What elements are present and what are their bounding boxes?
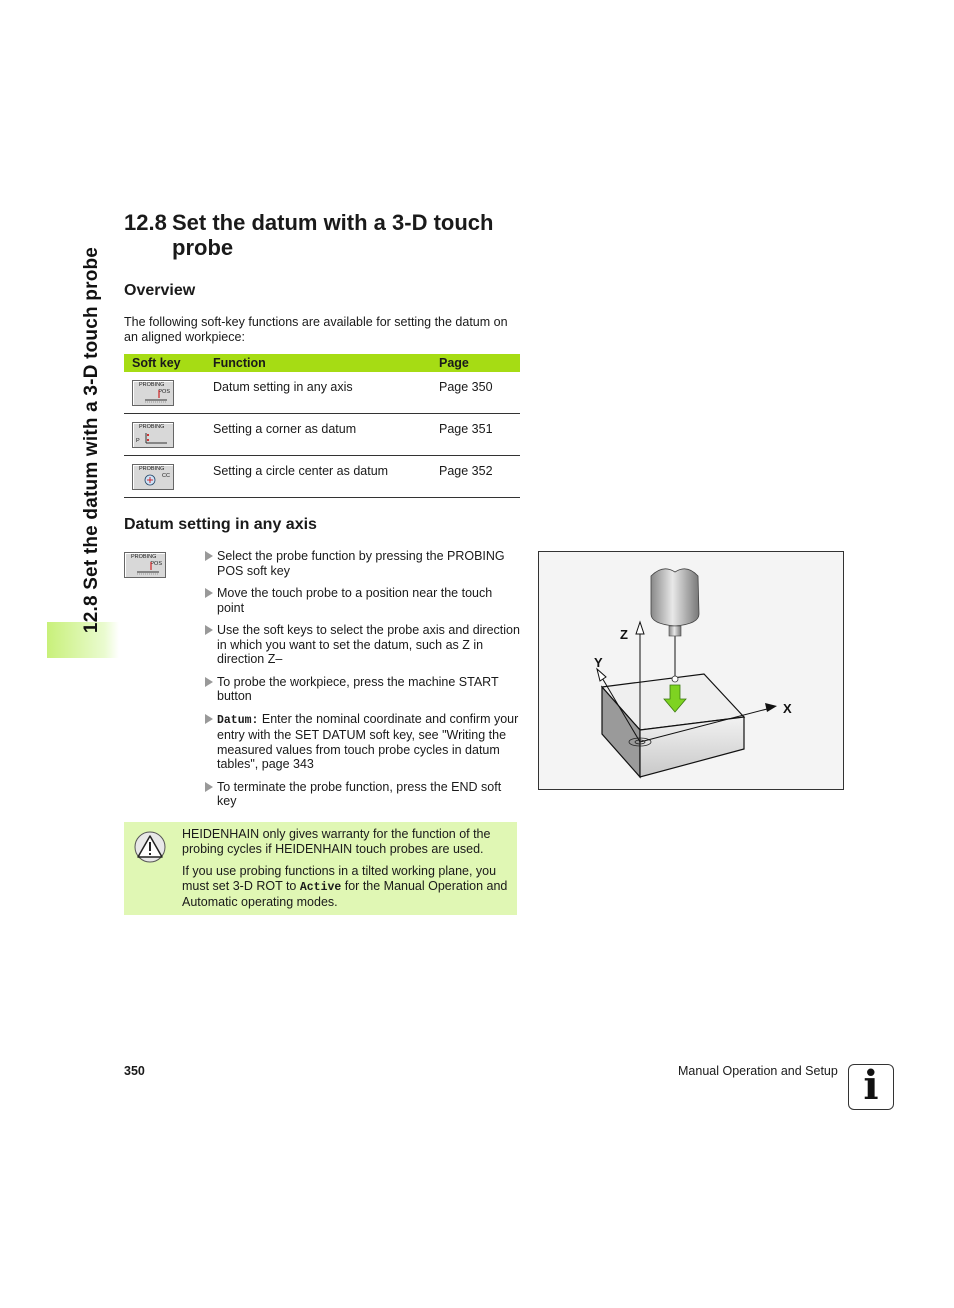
- softkey-label-top: PROBING: [139, 382, 165, 388]
- step-text: To probe the workpiece, press the machine START button: [217, 674, 499, 703]
- softkey-label-top: PROBING: [131, 554, 157, 560]
- bullet-arrow-icon: [205, 677, 213, 687]
- list-item: [205, 623, 521, 667]
- note-paragraph-1: HEIDENHAIN only gives warranty for the function of the probing cycles if HEIDENHAIN touch probes are used.: [182, 827, 491, 856]
- softkey-table: [124, 354, 520, 498]
- page-cell: Page 350: [431, 372, 520, 414]
- softkey-label-top: PROBING: [139, 466, 165, 472]
- list-item: [205, 675, 521, 704]
- step-code: Datum:: [217, 713, 259, 727]
- page-number: 350: [124, 1064, 145, 1078]
- probing-corner-softkey[interactable]: [132, 422, 174, 448]
- chapter-title: Manual Operation and Setup: [678, 1064, 838, 1078]
- softkey-label-bottom: POS: [158, 389, 170, 395]
- softkey-cell: [124, 372, 205, 414]
- probing-pos-softkey-large[interactable]: [124, 552, 166, 578]
- softkey-label-bottom: CC: [162, 473, 170, 479]
- note-code: Active: [299, 880, 342, 894]
- step-text: Select the probe function by pressing the PROBING POS soft key: [217, 549, 505, 578]
- bullet-arrow-icon: [205, 782, 213, 792]
- function-cell: Setting a circle center as datum: [205, 456, 431, 498]
- header-soft-key: Soft key: [124, 354, 205, 372]
- softkey-label-bottom: P: [136, 438, 140, 444]
- table-row: [124, 414, 520, 456]
- warning-icon: [133, 831, 167, 863]
- function-cell: Setting a corner as datum: [205, 414, 431, 456]
- table-row: [124, 456, 520, 498]
- info-icon-glyph: i: [863, 1062, 879, 1109]
- touch-probe-diagram: [539, 552, 843, 789]
- bullet-arrow-icon: [205, 625, 213, 635]
- list-item: [205, 549, 521, 578]
- softkey-label-bottom: POS: [150, 561, 162, 567]
- probe-axis-icon: [133, 381, 173, 405]
- section-number: 12.8: [124, 210, 167, 235]
- step-text: Enter the nominal coordinate and confirm your entry with the SET DATUM soft key, see "Writing the measured values from touch probe cycles in datum tables", page 343: [217, 711, 519, 771]
- step-text: Move the touch probe to a position near the touch point: [217, 586, 493, 615]
- page-title: [124, 210, 493, 260]
- side-tab-text: 12.8 Set the datum with a 3-D touch probe: [81, 246, 102, 634]
- title-line-2: probe: [172, 235, 234, 260]
- step-text: Use the soft keys to select the probe axis and direction in which you want to set the datum, such as Z in direction Z–: [217, 623, 520, 666]
- page-cell: Page 351: [431, 414, 520, 456]
- y-axis-label: Y: [594, 655, 603, 670]
- note-text: for the Manual Operation and Automatic operating modes.: [182, 878, 508, 909]
- overview-intro: The following soft-key functions are available for setting the datum on an aligned workpiece:: [124, 315, 508, 344]
- note-paragraph-2: [182, 864, 512, 910]
- circle-center-icon: [133, 465, 173, 489]
- softkey-label-top: PROBING: [139, 424, 165, 430]
- warning-note: [124, 822, 517, 915]
- list-item: [205, 780, 521, 809]
- list-item: [205, 586, 521, 615]
- bullet-arrow-icon: [205, 714, 213, 724]
- bullet-arrow-icon: [205, 588, 213, 598]
- z-axis-label: Z: [620, 627, 628, 642]
- overview-heading: Overview: [124, 282, 196, 299]
- function-cell: Datum setting in any axis: [205, 372, 431, 414]
- steps-list: [205, 549, 521, 817]
- note-text: If you use probing functions in a tilted working plane, you must set 3-D ROT to: [182, 864, 497, 893]
- x-axis-label: X: [783, 701, 792, 716]
- table-header-row: [124, 354, 520, 372]
- page-cell: Page 352: [431, 456, 520, 498]
- header-function: Function: [205, 354, 431, 372]
- probing-cc-softkey[interactable]: [132, 464, 174, 490]
- datum-section-heading: Datum setting in any axis: [124, 516, 317, 533]
- list-item: [205, 712, 521, 772]
- info-icon: [848, 1064, 894, 1110]
- softkey-cell: [124, 414, 205, 456]
- probe-axis-icon: [125, 553, 165, 577]
- table-row: [124, 372, 520, 414]
- probing-pos-softkey[interactable]: [132, 380, 174, 406]
- step-text: To terminate the probe function, press the END soft key: [217, 779, 502, 808]
- header-page: Page: [431, 354, 520, 372]
- corner-icon: [133, 423, 173, 447]
- bullet-arrow-icon: [205, 551, 213, 561]
- title-line-1: Set the datum with a 3-D touch: [172, 210, 494, 235]
- probe-illustration: [538, 551, 844, 790]
- softkey-cell: [124, 456, 205, 498]
